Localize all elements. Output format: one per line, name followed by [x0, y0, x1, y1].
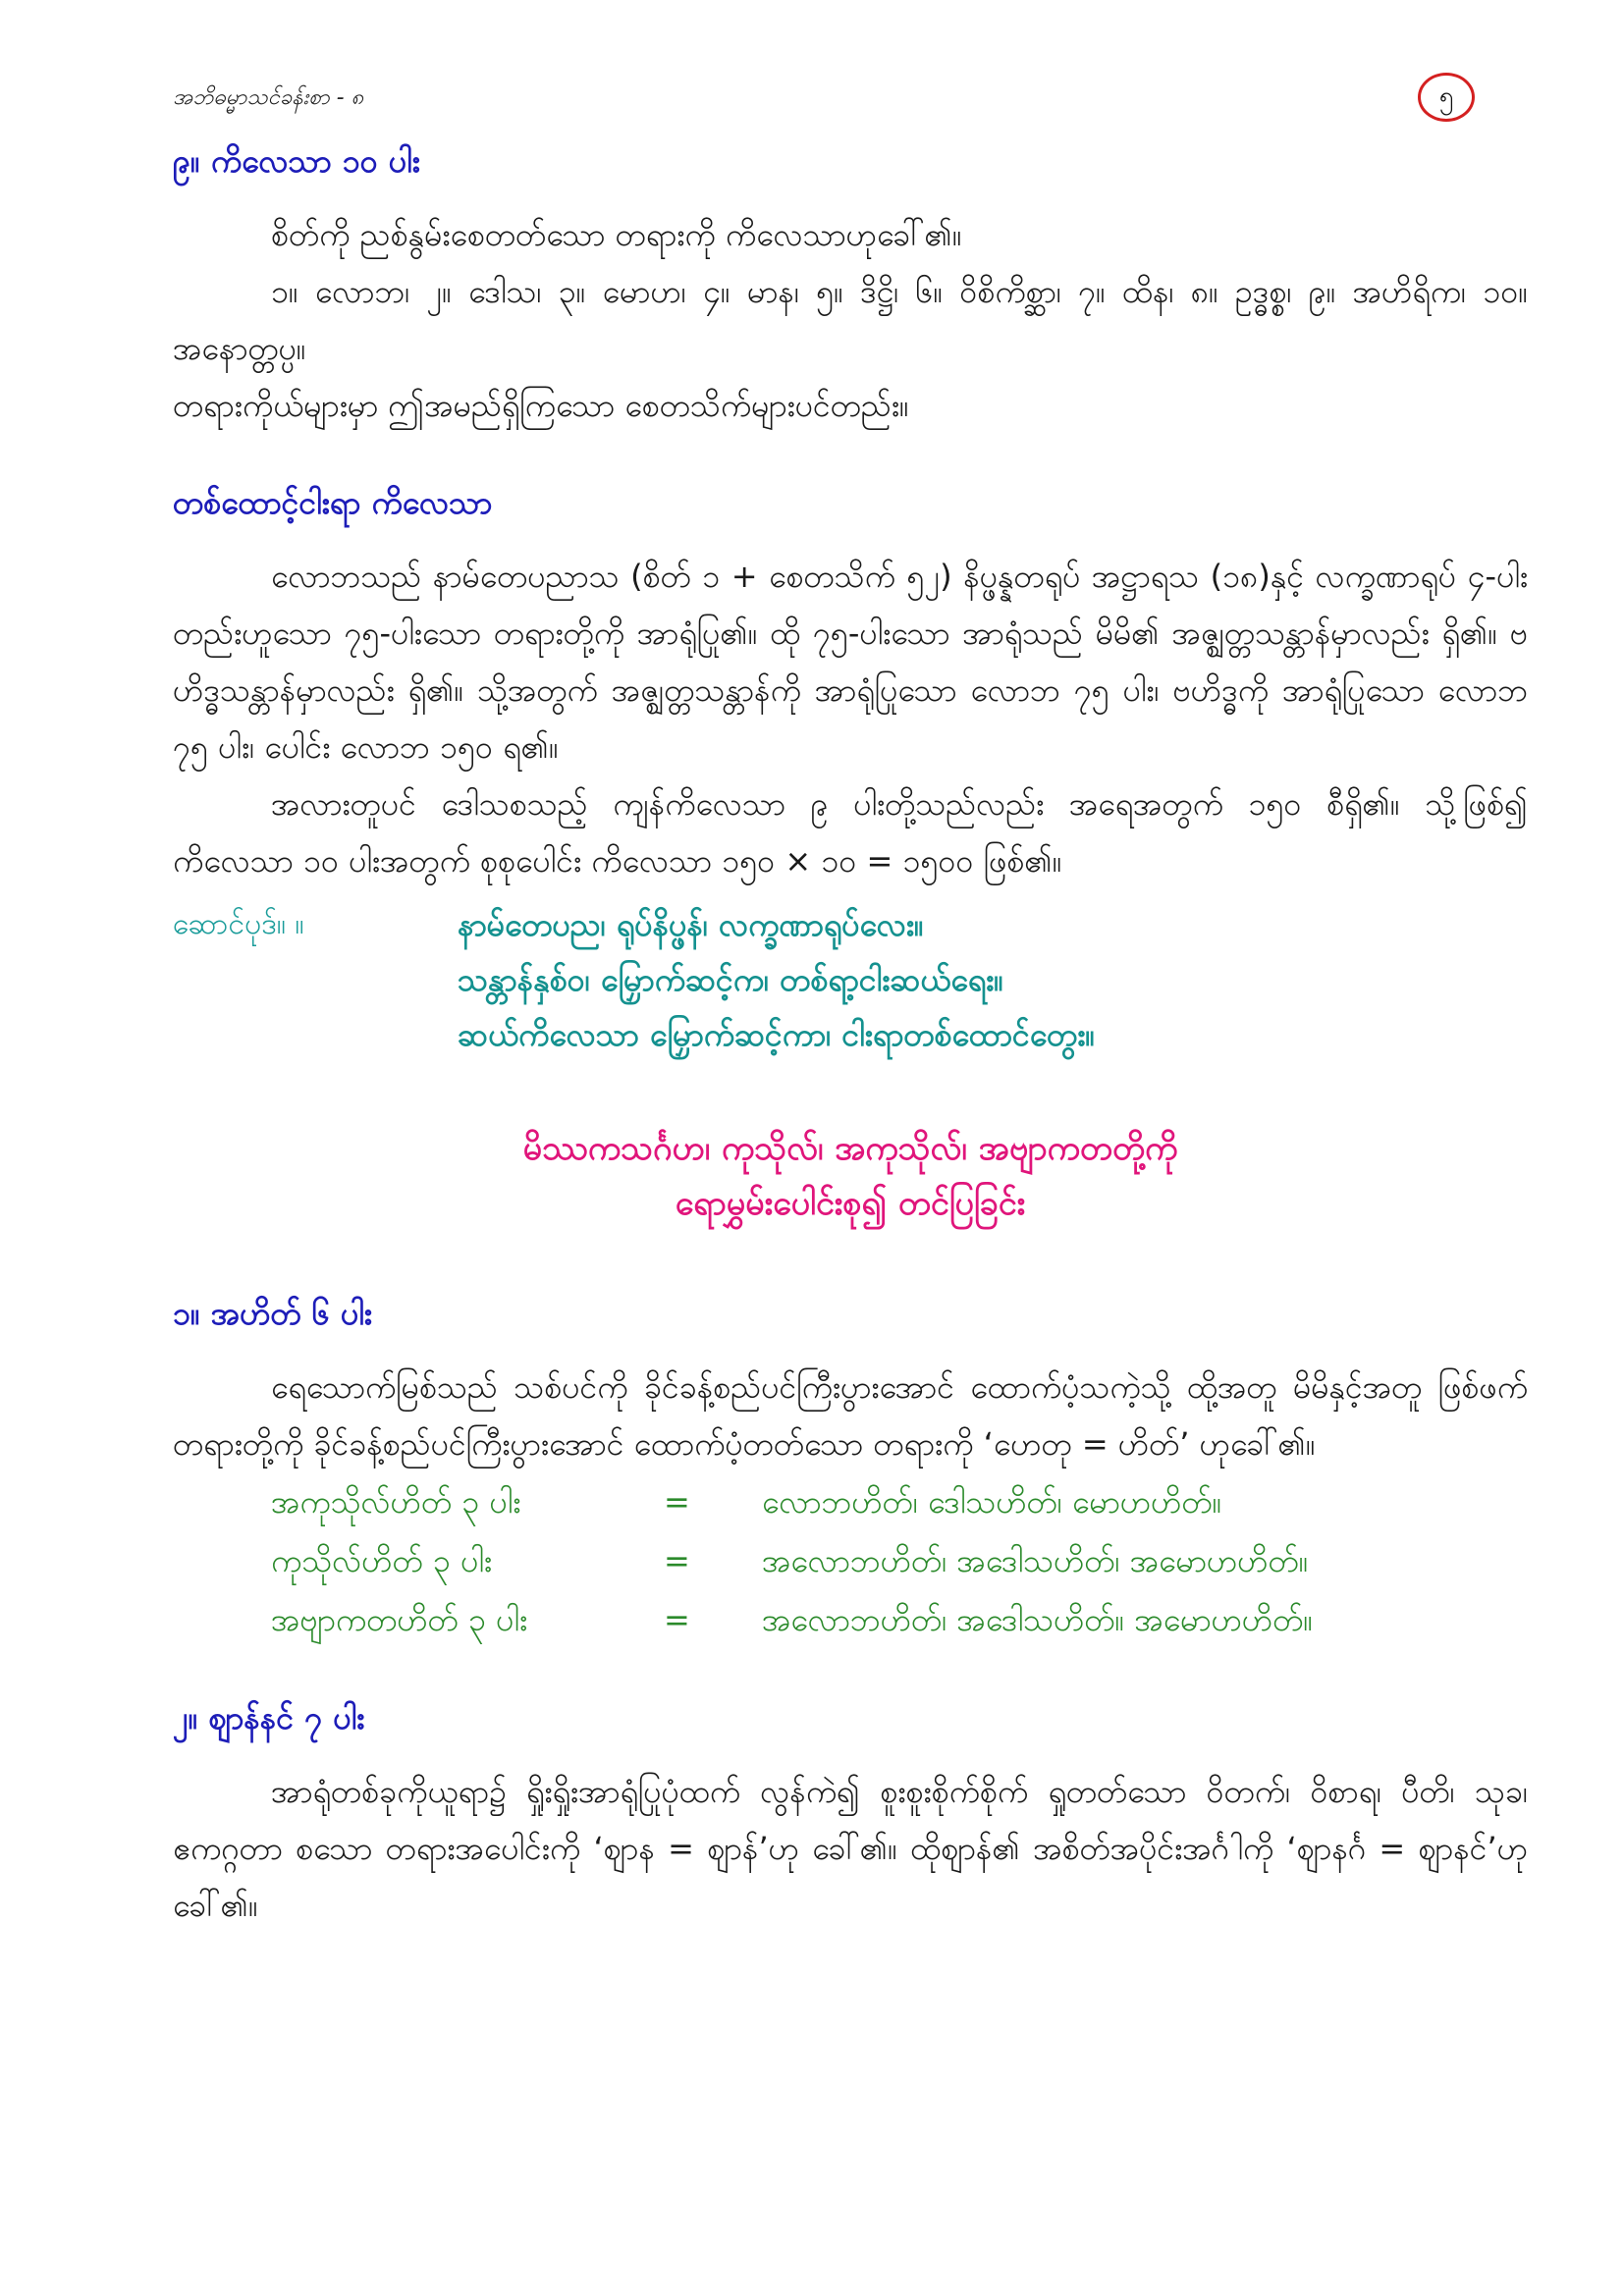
hetu-term: ကုသိုလ်ဟိတ် ၃ ပါး: [271, 1542, 492, 1579]
page-content: [173, 137, 1528, 1934]
chapter-heading-line2: ရောမွှမ်းပေါင်းစု၍ တင်ပြခြင်း: [675, 1184, 1026, 1223]
verse-lines: [458, 897, 1095, 1062]
hetu-value: လောဘဟိတ်၊ ဒေါသဟိတ်၊ မောဟဟိတ်။: [762, 1483, 1222, 1521]
section-heading-kilesa: ၉။ ကိလေသာ ၁၀ ပါး: [173, 142, 420, 180]
kilesa-1500-para1: လောဘသည် နာမ်တေပညာသ (စိတ် ၁ + စေတသိက် ၅၂) နိပ္ဖန္နတရုပ် အဋ္ဌာရသ (၁၈)နှင့် လက္ခဏာရုပ် ၄-ပါးတည်းဟူသော ၇၅-ပါးသော တရားတို့ကို အာရုံပြု၏။ ထို ၇၅-ပါးသော အာရုံသည် မိမိ၏ အဇ္ဈတ္တသန္တာန်မှာလည်း ရှိ၏။ ဗဟိဒ္ဓသန္တာန်မှာလည်း ရှိ၏။ သို့အတွက် အဇ္ဈတ္တသန္တာန်ကို အာရုံပြုသော လောဘ ၇၅ ပါး၊ ဗဟိဒ္ဓကို အာရုံပြုသော လောဘ ၇၅ ပါး၊ ပေါင်း လောဘ ၁၅၀ ရ၏။: [173, 558, 1529, 766]
verse-line: သန္တာန်နှစ်ဝ၊ မြှောက်ဆင့်က၊ တစ်ရာ့ငါးဆယ်ရေး။: [458, 961, 1003, 998]
kilesa-definition: စိတ်ကို ညစ်နွမ်းစေတတ်သော တရားကို ကိလေသာဟုခေါ်၏။: [271, 216, 962, 253]
mnemonic-verse: [173, 897, 1528, 1062]
hetu-term: အကုသိုလ်ဟိတ် ၃ ပါး: [271, 1483, 521, 1521]
hetu-value: အလောဘဟိတ်၊ အဒေါသဟိတ်။ အမောဟဟိတ်။: [762, 1601, 1314, 1638]
table-row: [271, 1531, 1528, 1590]
page-number-text: ၅: [1438, 80, 1454, 111]
hetu-value: အလောဘဟိတ်၊ အဒေါသဟိတ်၊ အမောဟဟိတ်။: [762, 1542, 1309, 1579]
verse-label: ဆောင်ပုဒ်။ ။: [173, 907, 304, 941]
section-heading-hetu: ၁။ အဟိတ် ၆ ပါး: [173, 1295, 372, 1332]
kilesa-list: ၁။ လောဘ၊ ၂။ ဒေါသ၊ ၃။ မောဟ၊ ၄။ မာန၊ ၅။ ဒိဋ္ဌိ၊ ၆။ ဝိစိကိစ္ဆာ၊ ၇။ ထိန၊ ၈။ ဥဒ္ဓစ္စ၊ ၉။ အဟိရိက၊ ၁၀။ အနောတ္တပ္ပ။: [173, 273, 1529, 367]
hetu-term: အဗျာကတဟိတ် ၃ ပါး: [271, 1601, 528, 1638]
kilesa-1500-para2: အလားတူပင် ဒေါသစသည့် ကျန်ကိလေသာ ၉ ပါးတို့သည်လည်း အရေအတွက် ၁၅၀ စီရှိ၏။ သို့ဖြစ်၍ ကိလေသာ ၁၀ ပါးအတွက် စုစုပေါင်း ကိလေသာ ၁၅၀ × ၁၀ = ၁၅၀၀ ဖြစ်၏။: [173, 785, 1528, 880]
section-heading-1500: တစ်ထောင့်ငါးရာ ကိလေသာ: [173, 484, 493, 521]
page-number: [1418, 73, 1475, 122]
verse-line: ဆယ်ကိလေသာ မြှောက်ဆင့်ကာ၊ ငါးရာတစ်ထောင်တွေး။: [458, 1016, 1096, 1053]
hetu-table: [271, 1472, 1528, 1649]
chapter-heading-line1: မိဿကသင်္ဂဟ၊ ကုသိုလ်၊ အကုသိုလ်၊ အဗျာကတတို့ကို: [522, 1129, 1178, 1168]
running-header: အဘိဓမ္မာသင်ခန်းစာ - ၈: [173, 85, 364, 110]
table-row: [271, 1590, 1528, 1649]
equals-sign: =: [664, 1483, 690, 1521]
equals-sign: =: [664, 1601, 690, 1638]
table-row: [271, 1472, 1528, 1531]
section-heading-jhana: ၂။ ဈာန်နင် ၇ ပါး: [173, 1699, 365, 1736]
verse-line: နာမ်တေပည၊ ရုပ်နိပ္ဖန်၊ လက္ခဏာရုပ်လေး။: [458, 906, 924, 943]
hetu-paragraph: ရေသောက်မြစ်သည် သစ်ပင်ကို ခိုင်ခန့်စည်ပင်ကြီးပွားအောင် ထောက်ပံ့သကဲ့သို့ ထို့အတူ မိမိနှင့်အတူ ဖြစ်ဖက်တရားတို့ကို ခိုင်ခန့်စည်ပင်ကြီးပွားအောင် ထောက်ပံ့တတ်သော တရားကို ‘ဟေတု = ဟိတ်’ ဟုခေါ်၏။: [173, 1368, 1528, 1463]
equals-sign: =: [664, 1542, 690, 1579]
jhana-paragraph: အာရုံတစ်ခုကိုယူရာ၌ ရှိုးရှိုးအာရုံပြုပုံထက် လွန်ကဲ၍ စူးစူးစိုက်စိုက် ရှုတတ်သော ဝိတက်၊ ဝိစာရ၊ ပီတိ၊ သုခ၊ ဧကဂ္ဂတာ စသော တရားအပေါင်းကို ‘ဈာန = ဈာန်’ဟု ခေါ်၏။ ထိုဈာန်၏ အစိတ်အပိုင်းအင်္ဂါကို ‘ဈာနင်္ဂ = ဈာနင်’ဟု ခေါ်၏။: [173, 1773, 1528, 1924]
kilesa-closing: တရားကိုယ်များမှာ ဤအမည်ရှိကြသော စေတသိက်များပင်တည်း။: [173, 387, 909, 424]
